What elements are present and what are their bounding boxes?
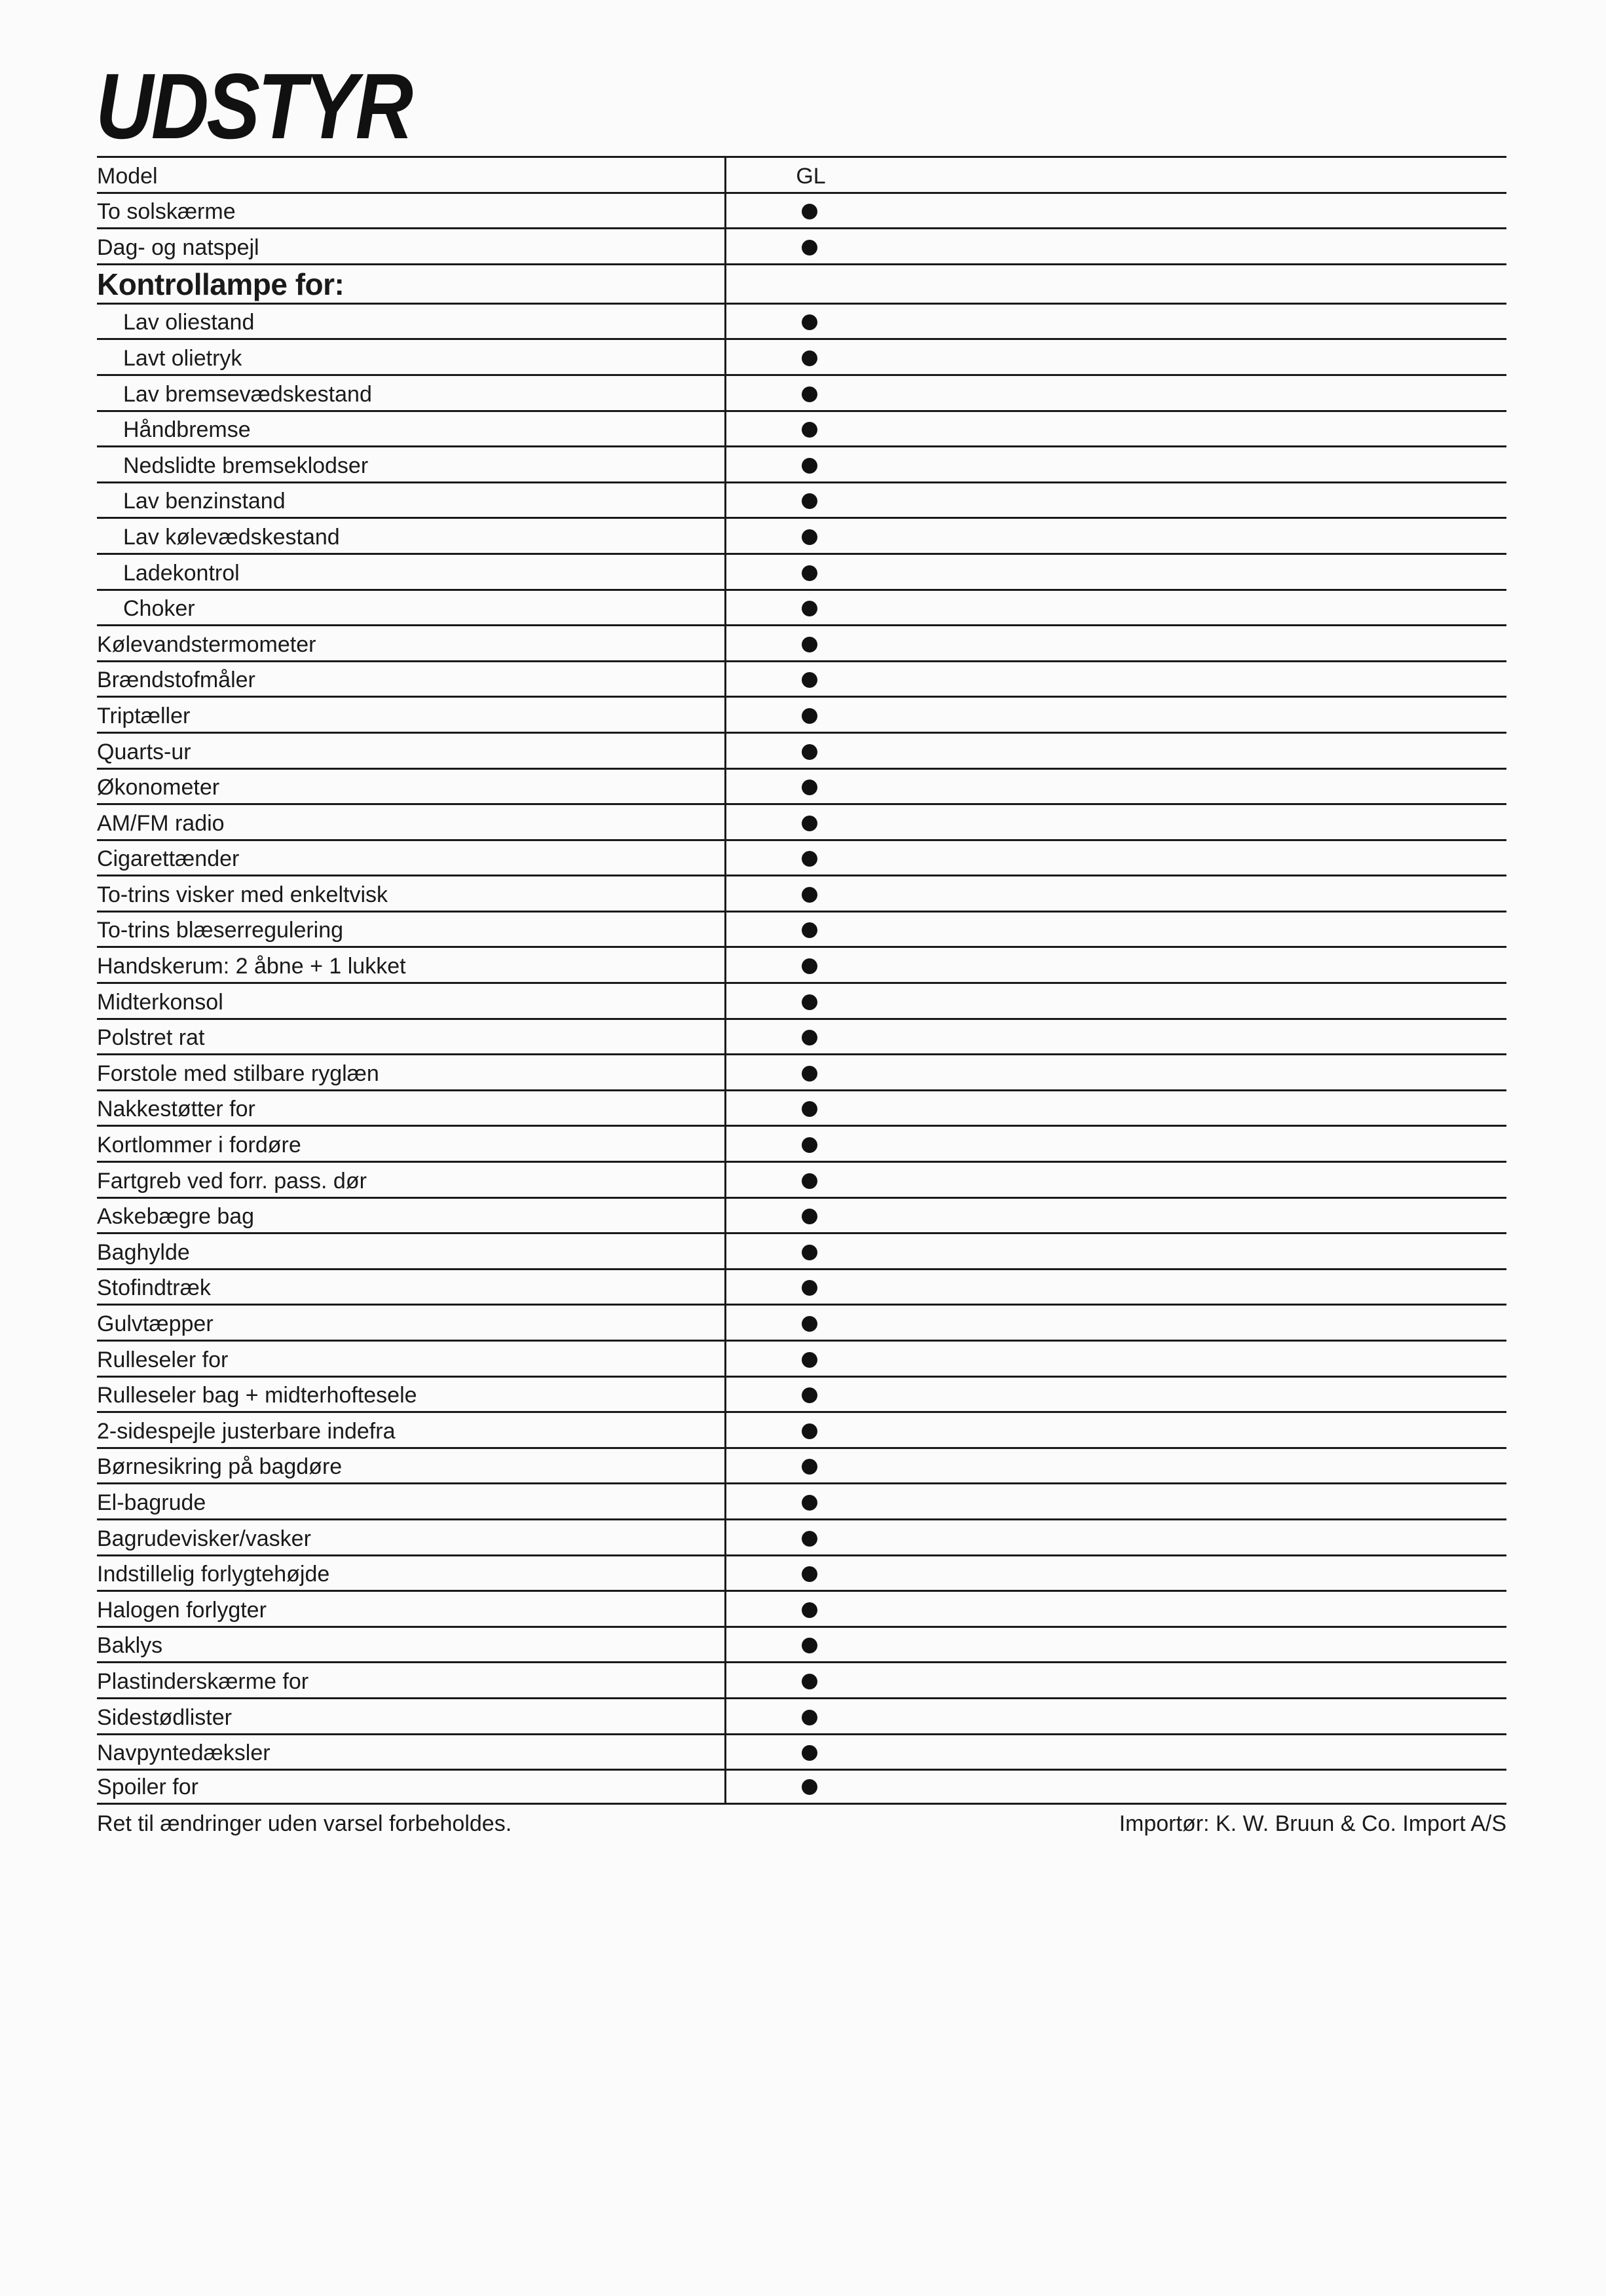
standard-equipment-dot-icon bbox=[802, 1245, 817, 1260]
table-row bbox=[97, 982, 1506, 1018]
column-divider bbox=[724, 1484, 726, 1518]
column-divider bbox=[724, 1270, 726, 1304]
equipment-label: Håndbremse bbox=[123, 417, 251, 443]
column-divider bbox=[724, 948, 726, 982]
equipment-label: To-trins blæserregulering bbox=[97, 918, 344, 943]
column-divider bbox=[724, 876, 726, 911]
column-divider bbox=[724, 483, 726, 518]
column-divider bbox=[724, 913, 726, 947]
column-divider bbox=[724, 626, 726, 660]
table-row bbox=[97, 1697, 1506, 1733]
equipment-label: Lav bremsevædskestand bbox=[123, 381, 372, 407]
column-divider bbox=[724, 1199, 726, 1233]
standard-equipment-dot-icon bbox=[802, 1066, 817, 1082]
table-row bbox=[97, 553, 1506, 589]
table-row bbox=[97, 1626, 1506, 1662]
table-row bbox=[97, 803, 1506, 839]
standard-equipment-dot-icon bbox=[802, 1280, 817, 1296]
equipment-label: Gulvtæpper bbox=[97, 1311, 214, 1336]
standard-equipment-dot-icon bbox=[802, 1137, 817, 1153]
column-divider bbox=[724, 1055, 726, 1089]
standard-equipment-dot-icon bbox=[802, 1602, 817, 1618]
column-divider bbox=[724, 1413, 726, 1447]
equipment-table bbox=[97, 156, 1506, 1805]
equipment-label: Fartgreb ved forr. pass. dør bbox=[97, 1168, 367, 1194]
table-row bbox=[97, 911, 1506, 947]
table-row bbox=[97, 1018, 1506, 1054]
equipment-label: Rulleseler for bbox=[97, 1347, 229, 1372]
column-divider bbox=[724, 841, 726, 875]
table-row bbox=[97, 1482, 1506, 1518]
table-row bbox=[97, 445, 1506, 481]
standard-equipment-dot-icon bbox=[802, 780, 817, 795]
equipment-label: Lavt olietryk bbox=[123, 345, 242, 371]
table-row bbox=[97, 1661, 1506, 1697]
standard-equipment-dot-icon bbox=[802, 240, 817, 255]
standard-equipment-dot-icon bbox=[802, 922, 817, 938]
equipment-label: Triptæller bbox=[97, 703, 191, 728]
equipment-label: Halogen forlygter bbox=[97, 1597, 267, 1623]
column-divider bbox=[724, 1735, 726, 1769]
table-row bbox=[97, 1232, 1506, 1268]
column-divider bbox=[724, 1556, 726, 1590]
standard-equipment-dot-icon bbox=[802, 887, 817, 903]
standard-equipment-dot-icon bbox=[802, 1638, 817, 1653]
table-header-row bbox=[97, 156, 1506, 192]
column-divider bbox=[724, 229, 726, 263]
column-divider bbox=[724, 734, 726, 768]
table-row bbox=[97, 410, 1506, 446]
equipment-label: Lav kølevædskestand bbox=[123, 524, 340, 550]
standard-equipment-dot-icon bbox=[802, 493, 817, 509]
column-divider bbox=[724, 1520, 726, 1554]
standard-equipment-dot-icon bbox=[802, 708, 817, 724]
equipment-label: Stofindtræk bbox=[97, 1275, 211, 1301]
standard-equipment-dot-icon bbox=[802, 1674, 817, 1689]
column-divider bbox=[724, 1378, 726, 1412]
standard-equipment-dot-icon bbox=[802, 1209, 817, 1224]
equipment-label: Bagrudevisker/vasker bbox=[97, 1526, 311, 1551]
equipment-label: Baghylde bbox=[97, 1239, 190, 1265]
table-row bbox=[97, 1161, 1506, 1197]
table-row bbox=[97, 768, 1506, 804]
table-row bbox=[97, 1089, 1506, 1125]
equipment-label: Sidestødlister bbox=[97, 1704, 232, 1730]
equipment-label: Rulleseler bag + midterhoftesele bbox=[97, 1383, 417, 1408]
column-divider bbox=[724, 1592, 726, 1626]
equipment-label: Nakkestøtter for bbox=[97, 1097, 255, 1122]
section-heading: Kontrollampe for: bbox=[97, 267, 345, 301]
table-row bbox=[97, 227, 1506, 263]
table-row bbox=[97, 1447, 1506, 1483]
standard-equipment-dot-icon bbox=[802, 458, 817, 474]
standard-equipment-dot-icon bbox=[802, 1531, 817, 1547]
standard-equipment-dot-icon bbox=[802, 204, 817, 219]
equipment-label: Choker bbox=[123, 596, 195, 622]
table-row bbox=[97, 1518, 1506, 1554]
standard-equipment-dot-icon bbox=[802, 744, 817, 760]
equipment-label: Kortlommer i fordøre bbox=[97, 1133, 301, 1158]
table-row bbox=[97, 1304, 1506, 1340]
column-divider bbox=[724, 376, 726, 410]
equipment-label: Quarts-ur bbox=[97, 739, 191, 764]
table-row bbox=[97, 1197, 1506, 1233]
table-row bbox=[97, 338, 1506, 374]
equipment-label: Askebægre bag bbox=[97, 1204, 255, 1230]
standard-equipment-dot-icon bbox=[802, 1173, 817, 1189]
footer-importer: Importør: K. W. Bruun & Co. Import A/S bbox=[1119, 1811, 1506, 1836]
standard-equipment-dot-icon bbox=[802, 1710, 817, 1725]
table-row bbox=[97, 1340, 1506, 1376]
table-row bbox=[97, 696, 1506, 732]
equipment-label: 2-sidespejle justerbare indefra bbox=[97, 1418, 396, 1444]
standard-equipment-dot-icon bbox=[802, 1316, 817, 1332]
table-row bbox=[97, 1590, 1506, 1626]
standard-equipment-dot-icon bbox=[802, 672, 817, 688]
standard-equipment-dot-icon bbox=[802, 637, 817, 652]
equipment-label: Lav oliestand bbox=[123, 310, 255, 335]
column-divider bbox=[724, 662, 726, 696]
column-divider bbox=[724, 1127, 726, 1161]
column-divider bbox=[724, 1449, 726, 1483]
equipment-label: Cigarettænder bbox=[97, 846, 240, 872]
equipment-label: To solskærme bbox=[97, 199, 236, 225]
table-row bbox=[97, 1733, 1506, 1769]
table-row bbox=[97, 374, 1506, 410]
equipment-label: Forstole med stilbare ryglæn bbox=[97, 1061, 379, 1086]
standard-equipment-dot-icon bbox=[802, 958, 817, 974]
table-row bbox=[97, 732, 1506, 768]
column-divider bbox=[724, 447, 726, 481]
table-row bbox=[97, 1769, 1506, 1805]
column-divider bbox=[724, 158, 726, 192]
column-divider bbox=[724, 412, 726, 446]
table-row bbox=[97, 875, 1506, 911]
standard-equipment-dot-icon bbox=[802, 350, 817, 366]
standard-equipment-dot-icon bbox=[802, 422, 817, 438]
equipment-label: Børnesikring på bagdøre bbox=[97, 1454, 343, 1480]
standard-equipment-dot-icon bbox=[802, 529, 817, 545]
table-section-row bbox=[97, 263, 1506, 303]
standard-equipment-dot-icon bbox=[802, 1101, 817, 1117]
standard-equipment-dot-icon bbox=[802, 1387, 817, 1403]
table-row bbox=[97, 624, 1506, 660]
standard-equipment-dot-icon bbox=[802, 994, 817, 1010]
standard-equipment-dot-icon bbox=[802, 1352, 817, 1368]
footer-disclaimer: Ret til ændringer uden varsel forbeholdes. bbox=[97, 1811, 512, 1836]
equipment-label: Baklys bbox=[97, 1633, 163, 1659]
column-divider bbox=[724, 1306, 726, 1340]
equipment-label: Ladekontrol bbox=[123, 560, 240, 586]
column-divider bbox=[724, 984, 726, 1018]
table-row bbox=[97, 946, 1506, 982]
column-divider bbox=[724, 1163, 726, 1197]
equipment-label: Indstillelig forlygtehøjde bbox=[97, 1562, 330, 1587]
standard-equipment-dot-icon bbox=[802, 1745, 817, 1761]
equipment-label: Lav benzinstand bbox=[123, 489, 286, 514]
page-title: UDSTYR bbox=[96, 54, 411, 159]
standard-equipment-dot-icon bbox=[802, 565, 817, 581]
table-row bbox=[97, 839, 1506, 875]
standard-equipment-dot-icon bbox=[802, 816, 817, 831]
standard-equipment-dot-icon bbox=[802, 851, 817, 867]
column-divider bbox=[724, 1020, 726, 1054]
column-divider bbox=[724, 340, 726, 374]
equipment-label: Plastinderskærme for bbox=[97, 1668, 309, 1694]
equipment-label: To-trins visker med enkeltvisk bbox=[97, 882, 388, 907]
column-divider bbox=[724, 1342, 726, 1376]
table-row bbox=[97, 660, 1506, 696]
equipment-label: Midterkonsol bbox=[97, 989, 223, 1015]
column-divider bbox=[724, 1699, 726, 1733]
column-divider bbox=[724, 698, 726, 732]
equipment-label: Polstret rat bbox=[97, 1025, 205, 1051]
column-divider bbox=[724, 519, 726, 553]
equipment-label: El-bagrude bbox=[97, 1490, 206, 1515]
standard-equipment-dot-icon bbox=[802, 1459, 817, 1475]
header-model-column: GL bbox=[796, 163, 826, 189]
table-row bbox=[97, 1554, 1506, 1590]
equipment-label: Kølevandstermometer bbox=[97, 631, 316, 657]
table-row bbox=[97, 517, 1506, 553]
equipment-label: Navpyntedæksler bbox=[97, 1741, 271, 1766]
standard-equipment-dot-icon bbox=[802, 1423, 817, 1439]
standard-equipment-dot-icon bbox=[802, 601, 817, 616]
standard-equipment-dot-icon bbox=[802, 1495, 817, 1511]
standard-equipment-dot-icon bbox=[802, 1779, 817, 1795]
table-row bbox=[97, 192, 1506, 228]
table-row bbox=[97, 1376, 1506, 1412]
standard-equipment-dot-icon bbox=[802, 386, 817, 402]
column-divider bbox=[724, 805, 726, 839]
table-row bbox=[97, 1125, 1506, 1161]
equipment-label: Dag- og natspejl bbox=[97, 235, 259, 260]
column-divider bbox=[724, 265, 726, 303]
column-divider bbox=[724, 305, 726, 339]
table-row bbox=[97, 589, 1506, 625]
column-divider bbox=[724, 555, 726, 589]
equipment-label: AM/FM radio bbox=[97, 810, 225, 836]
column-divider bbox=[724, 1663, 726, 1697]
equipment-label: Handskerum: 2 åbne + 1 lukket bbox=[97, 954, 406, 979]
standard-equipment-dot-icon bbox=[802, 1566, 817, 1582]
column-divider bbox=[724, 1091, 726, 1125]
table-row bbox=[97, 1053, 1506, 1089]
table-row bbox=[97, 303, 1506, 339]
column-divider bbox=[724, 770, 726, 804]
equipment-label: Nedslidte bremseklodser bbox=[123, 453, 369, 478]
column-divider bbox=[724, 1234, 726, 1268]
column-divider bbox=[724, 1771, 726, 1803]
equipment-label: Økonometer bbox=[97, 775, 220, 800]
column-divider bbox=[724, 591, 726, 625]
header-model-label: Model bbox=[97, 163, 158, 189]
table-row bbox=[97, 481, 1506, 518]
table-row bbox=[97, 1411, 1506, 1447]
equipment-label: Brændstofmåler bbox=[97, 668, 255, 693]
standard-equipment-dot-icon bbox=[802, 314, 817, 330]
table-row bbox=[97, 1268, 1506, 1304]
standard-equipment-dot-icon bbox=[802, 1030, 817, 1045]
column-divider bbox=[724, 194, 726, 228]
column-divider bbox=[724, 1628, 726, 1662]
equipment-label: Spoiler for bbox=[97, 1774, 198, 1799]
